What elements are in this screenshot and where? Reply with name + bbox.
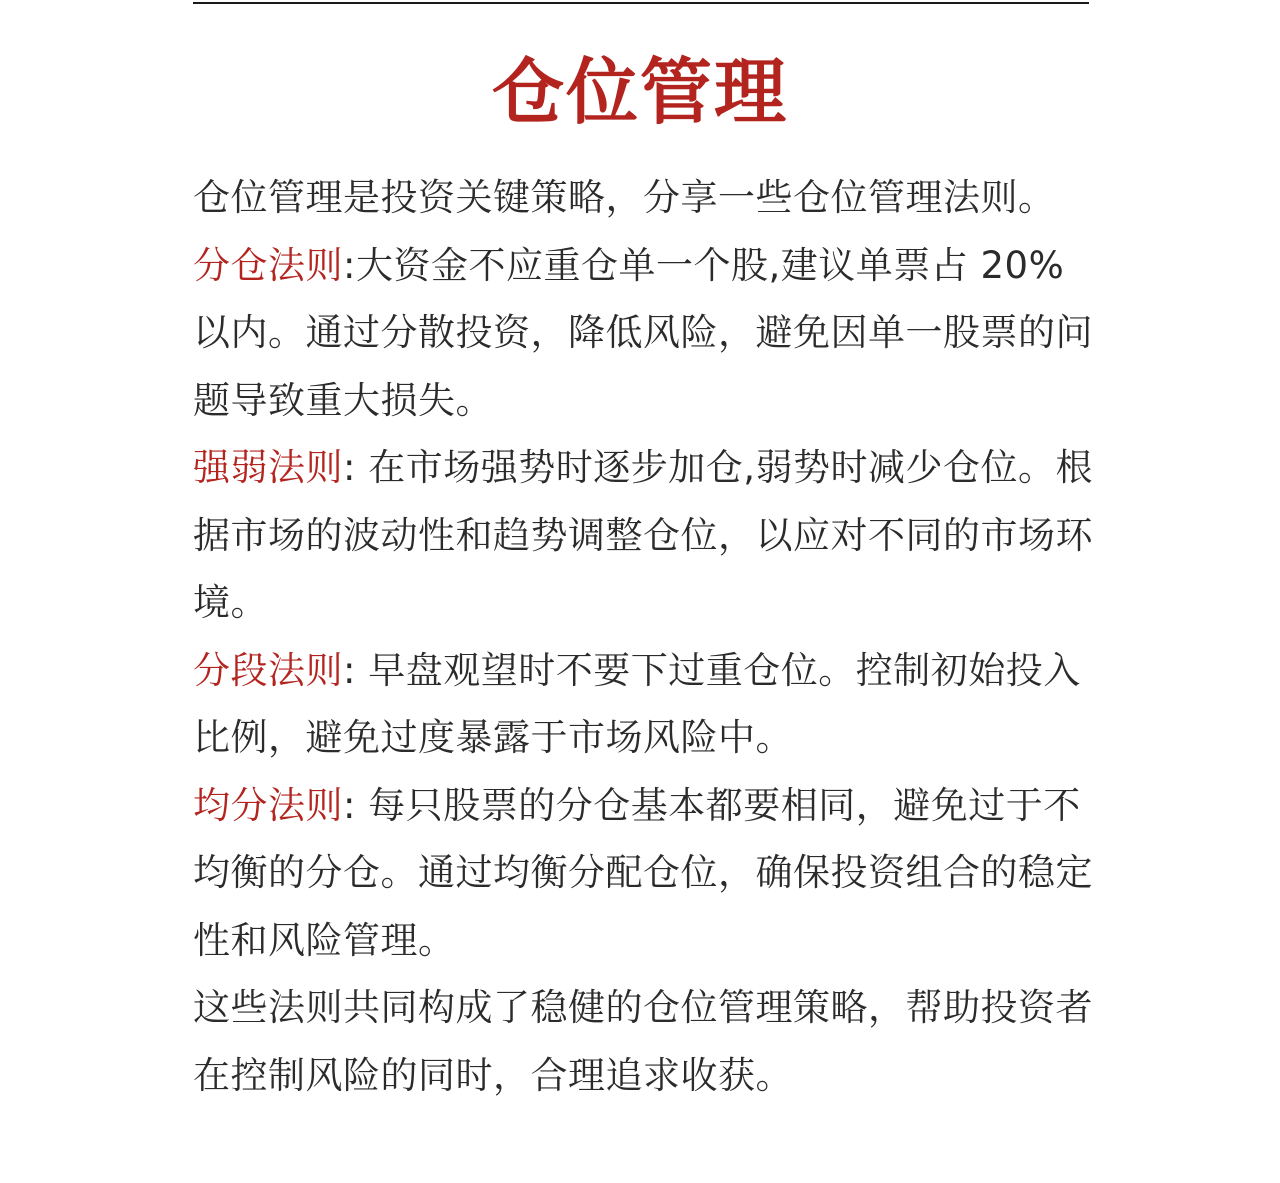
top-divider: [193, 2, 1089, 4]
conclusion-paragraph: 这些法则共同构成了稳健的仓位管理策略，帮助投资者在控制风险的同时，合理追求收获。: [193, 986, 1093, 1097]
article-body: [193, 164, 1093, 1109]
rule-paragraph-equal: [193, 772, 1093, 975]
rule-paragraph-diversify: [193, 232, 1093, 435]
rule-name: 强弱法则: [193, 446, 343, 489]
rule-separator: :: [343, 783, 356, 827]
rule-separator: :: [343, 243, 356, 287]
rule-paragraph-strength: [193, 434, 1093, 637]
rule-name: 分仓法则: [193, 243, 343, 287]
rule-text: 在市场强势时逐步加仓,弱势时减少仓位。根据市场的波动性和趋势调整仓位，以应对不同的市场环境。: [193, 446, 1093, 624]
page-title: 仓位管理: [491, 50, 788, 134]
rule-text: 早盘观望时不要下过重仓位。控制初始投入比例，避免过度暴露于市场风险中。: [193, 648, 1081, 759]
rule-separator: :: [343, 446, 356, 489]
rule-name: 分段法则: [193, 648, 343, 692]
rule-name: 均分法则: [193, 783, 343, 827]
rule-text: 每只股票的分仓基本都要相同，避免过于不均衡的分仓。通过均衡分配仓位，确保投资组合的稳定性和风险管理。: [193, 783, 1093, 962]
rule-paragraph-staged: [193, 637, 1093, 772]
intro-paragraph: 仓位管理是投资关键策略，分享一些仓位管理法则。: [193, 176, 1056, 219]
rule-text: 大资金不应重仓单一个股,建议单票占 20% 以内。通过分散投资，降低风险，避免因单一股票的问题导致重大损失。: [193, 243, 1093, 422]
rule-separator: :: [343, 648, 356, 692]
